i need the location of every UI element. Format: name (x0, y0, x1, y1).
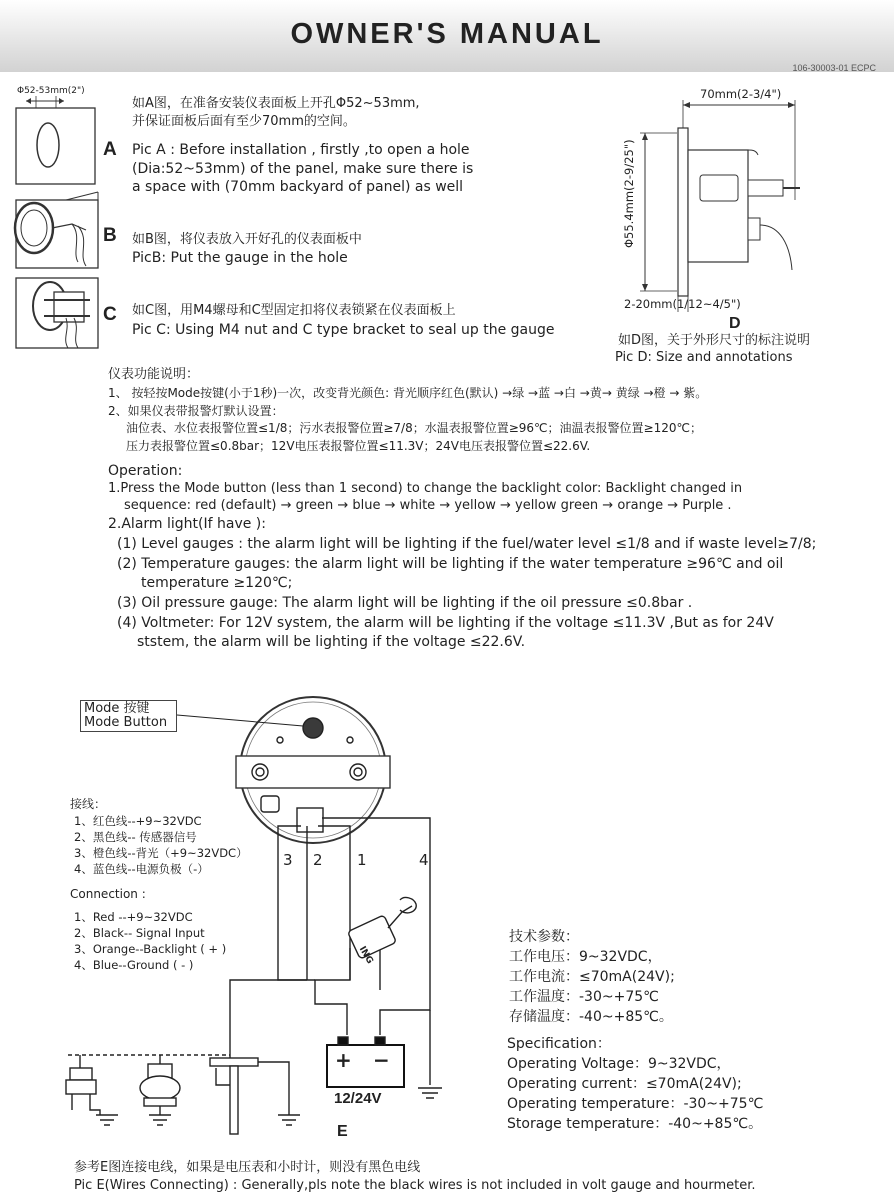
pic-a-en-line-1: Pic A : Before installation , firstly ,to open a hole (132, 142, 470, 158)
alarm-sub-1: (1) Level gauges : the alarm light will be lighting if the fuel/water level ≤1/8 and if waste level≥7/8; (117, 536, 817, 552)
cn-instructions-heading: 仪表功能说明： (108, 367, 200, 382)
cn-wire-3: 3、橙色线--背光（+9~32VDC） (74, 846, 248, 860)
en-wires-heading: Connection : (70, 887, 146, 901)
wire-number-2: 2 (313, 851, 323, 869)
wiring-diagram (0, 690, 894, 1160)
pic-d-dia-label: Φ55.4mm(2-9/25") (622, 139, 636, 248)
cn-wire-2: 2、黑色线-- 传感器信号 (74, 830, 197, 844)
en-wire-2: 2、Black-- Signal Input (74, 926, 205, 940)
cn-spec-2: 工作电流：≤70mA(24V); (509, 969, 675, 985)
pic-b-letter: B (103, 225, 117, 246)
pic-a-cn-line-1: 如A图，在准备安装仪表面板上开孔Φ52~53mm, (132, 96, 420, 111)
pic-e-cn-note: 参考E图连接电线，如果是电压表和小时计，则没有黑色电线 (74, 1160, 421, 1175)
en-wire-4: 4、Blue--Ground ( - ) (74, 958, 194, 972)
en-wire-1: 1、Red --+9~32VDC (74, 910, 193, 924)
pic-c-en: Pic C: Using M4 nut and C type bracket to seal up the gauge (132, 322, 555, 338)
wire-number-4: 4 (419, 851, 429, 869)
pic-a-en-line-3: a space with (70mm backyard of panel) as well (132, 179, 464, 195)
pic-a-en-line-2: (Dia:52~53mm) of the panel, make sure there is (132, 161, 474, 177)
pic-d-dimension-drawing (640, 100, 800, 312)
cn-instruction-1: 1、 按轻按Mode按键(小于1秒)一次，改变背光颜色: 背光顺序红色(默认) →绿 →蓝 →白 →黄→ 黄绿 →橙 → 紫。 (108, 386, 708, 400)
en-specs-heading: Specification： (507, 1036, 611, 1052)
pic-e-en-note: Pic E(Wires Connecting) : Generally,pls note the black wires is not included in volt gauge and hourmeter. (74, 1178, 756, 1193)
pic-a-panel-illustration (16, 96, 95, 184)
pic-a-cn-line-2: 并保证面板后面有至少70mm的空间。 (132, 114, 356, 129)
pic-c-cn: 如C图，用M4螺母和C型固定扣将仪表锁紧在仪表面板上 (132, 303, 456, 318)
pic-d-cn: 如D图，关于外形尺寸的标注说明 (618, 333, 811, 348)
wire-number-1: 1 (357, 851, 367, 869)
document-code: 106-30003-01 ECPC (792, 63, 876, 73)
pic-c-bracket-illustration (16, 278, 98, 348)
cn-spec-3: 工作温度：-30~+75℃ (509, 989, 659, 1005)
ignition-label: ING (356, 944, 375, 966)
cn-specs-heading: 技术参数： (509, 929, 579, 945)
page-title: OWNER'S MANUAL (290, 18, 604, 50)
mode-button-cn: Mode 按键 (84, 701, 150, 716)
cn-spec-4: 存储温度：-40~+85℃。 (509, 1009, 673, 1025)
pic-b-gauge-illustration (15, 192, 98, 268)
pic-d-letter: D (729, 315, 741, 332)
alarm-sub-2-line-1: (2) Temperature gauges: the alarm light will be lighting if the water temperature ≥96℃ and oil (117, 556, 784, 572)
battery-voltage-label: 12/24V (334, 1090, 382, 1107)
battery-plus: + (335, 1048, 352, 1072)
cn-alarm-settings-1: 油位表、水位表报警位置≤1/8；污水表报警位置≥7/8；水温表报警位置≥96℃；油温表报警位置≥120℃； (126, 421, 702, 435)
pic-e-letter: E (337, 1123, 348, 1140)
pic-a-dim-label: Φ52-53mm(2") (17, 86, 85, 96)
en-spec-2: Operating current：≤70mA(24V); (507, 1076, 742, 1092)
operation-item-1-line-2: sequence: red (default) → green → blue → white → yellow → yellow green → orange → Purple . (124, 498, 732, 513)
operation-item-1-line-1: 1.Press the Mode button (less than 1 second) to change the backlight color: Backlight changed in (108, 481, 743, 496)
pic-b-en: PicB: Put the gauge in the hole (132, 250, 348, 266)
en-spec-1: Operating Voltage：9~32VDC， (507, 1056, 731, 1072)
en-spec-4: Storage temperature：-40~+85℃。 (507, 1116, 763, 1132)
cn-wire-1: 1、红色线--+9~32VDC (74, 814, 202, 828)
operation-heading: Operation: (108, 463, 183, 479)
cn-alarm-settings-2: 压力表报警位置≤0.8bar；12V电压表报警位置≤11.3V；24V电压表报警位置≤22.6V. (126, 439, 591, 453)
alarm-sub-2-line-2: temperature ≥120℃; (141, 575, 293, 591)
pic-b-cn: 如B图，将仪表放入开好孔的仪表面板中 (132, 232, 362, 247)
pic-d-en: Pic D: Size and annotations (615, 350, 793, 365)
cn-spec-1: 工作电压：9~32VDC， (509, 949, 662, 965)
alarm-sub-3: (3) Oil pressure gauge: The alarm light will be lighting if the oil pressure ≤0.8bar . (117, 595, 693, 611)
pic-a-letter: A (103, 139, 117, 160)
pic-d-width-label: 70mm(2-3/4") (700, 87, 782, 101)
en-wire-3: 3、Orange--Backlight ( + ) (74, 942, 227, 956)
alarm-sub-4-line-2: ststem, the alarm will be lighting if the voltage ≤22.6V. (137, 634, 526, 650)
en-spec-3: Operating temperature：-30~+75℃ (507, 1096, 764, 1112)
cn-wires-heading: 接线： (70, 797, 107, 811)
mode-button[interactable] (303, 718, 323, 738)
battery-minus: − (373, 1048, 390, 1072)
wire-number-3: 3 (283, 851, 293, 869)
mode-button-en: Mode Button (84, 715, 168, 730)
cn-instruction-2: 2、如果仪表带报警灯默认设置： (108, 404, 284, 418)
pic-d-panel-label: 2-20mm(1/12~4/5") (624, 297, 741, 311)
alarm-sub-4-line-1: (4) Voltmeter: For 12V system, the alarm will be lighting if the voltage ≤11.3V ,But as for 24V (117, 615, 774, 631)
pic-c-letter: C (103, 304, 117, 325)
operation-item-2: 2.Alarm light(If have ): (108, 516, 266, 532)
cn-wire-4: 4、蓝色线--电源负极（-） (74, 862, 209, 876)
